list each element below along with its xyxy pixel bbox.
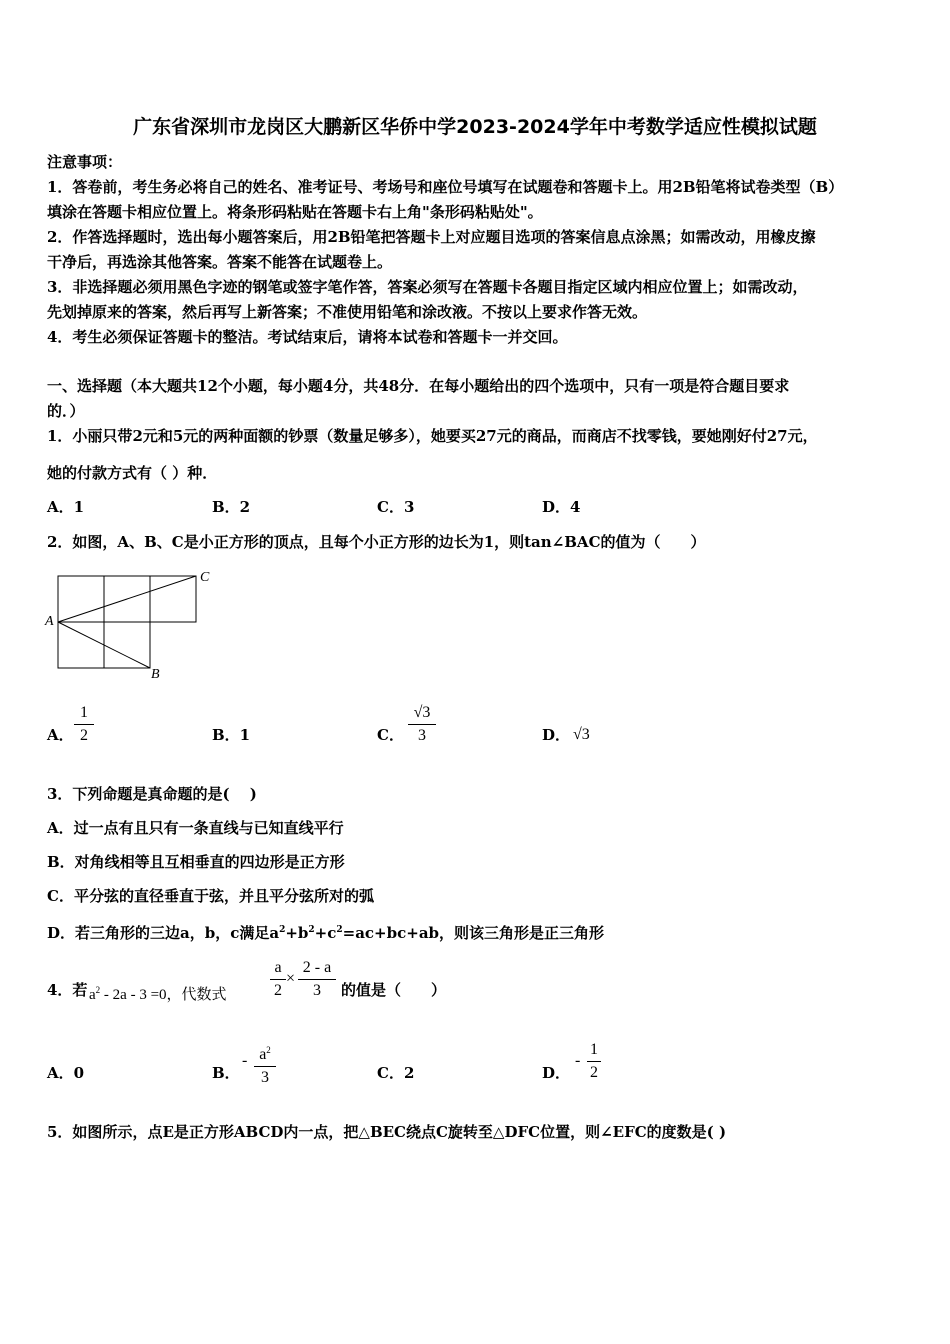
q4-option-b-fraction [254, 1040, 276, 1088]
denominator: 2 [590, 1064, 598, 1081]
q4-option-c: C．2 [377, 1064, 415, 1082]
fraction-bar [270, 979, 286, 980]
q2-option-c-fraction [408, 703, 436, 746]
variable: a [259, 1046, 267, 1063]
q2-option-d-label: D． [542, 726, 571, 744]
exponent: 2 [266, 1045, 271, 1055]
numerator: √3 [413, 704, 431, 721]
notice-line: 4．考生必须保证答题卡的整洁。考试结束后，请将本试卷和答题卡一并交回。 [47, 328, 568, 346]
q3-option-d [47, 920, 604, 943]
q4-prefix: 4．若 [47, 981, 88, 999]
q1-option-c: C．3 [377, 498, 415, 516]
q4-fraction-2 [298, 958, 336, 1001]
q2-grid-figure [40, 563, 225, 685]
q2-stem: 2．如图，A、B、C是小正方形的顶点，且每个小正方形的边长为1，则tan∠BAC的值为（ ） [47, 533, 706, 551]
q4-equation [89, 980, 227, 1005]
equation-rest: - 2a - 3 =0，代数式 [100, 987, 227, 1003]
notice-line: 填涂在答题卡相应位置上。将条形码粘贴在答题卡右上角"条形码粘贴处"。 [47, 203, 543, 221]
q2-option-c-label: C． [377, 726, 404, 744]
denominator: 3 [261, 1069, 269, 1086]
fraction-bar [408, 724, 436, 725]
q3-d-text: D．若三角形的三边a，b，c满足a [47, 924, 280, 942]
q4-option-a: A．0 [47, 1064, 85, 1082]
numerator: 1 [590, 1041, 598, 1058]
minus-sign: - [242, 1052, 248, 1069]
q3-d-text: +c [314, 924, 337, 942]
variable: a [89, 987, 96, 1003]
notice-line: 1．答卷前，考生务必将自己的姓名、准考证号、考场号和座位号填写在试题卷和答题卡上。用2B铅笔将试卷类型（B） [47, 178, 844, 196]
numerator [254, 1040, 276, 1065]
q3-option-b: B．对角线相等且互相垂直的四边形是正方形 [47, 853, 345, 871]
q3-stem: 3．下列命题是真命题的是( ) [47, 785, 257, 803]
q4-fraction-1 [270, 958, 286, 1001]
q1-option-a: A．1 [47, 498, 85, 516]
q4-option-d-label: D． [542, 1064, 571, 1082]
q3-option-a: A．过一点有且只有一条直线与已知直线平行 [47, 819, 344, 837]
notice-line: 3．非选择题必须用黑色字迹的钢笔或签字笔作答，答案必须写在答题卡各题目指定区域内相应位置上；如需改动， [47, 278, 808, 296]
segment-ac [58, 576, 196, 622]
q4-option-d-fraction [587, 1040, 601, 1083]
fraction-bar [587, 1061, 601, 1062]
exponent: 2 [279, 925, 286, 935]
denominator: 2 [274, 982, 282, 999]
exponent: 2 [336, 925, 343, 935]
point-b-label: B [151, 667, 160, 682]
notice-line: 干净后，再选涂其他答案。答案不能答在试题卷上。 [47, 253, 393, 271]
exponent: 2 [95, 985, 101, 995]
q2-option-d-value: √3 [573, 726, 590, 743]
q1-stem-cont: 她的付款方式有（ ）种． [47, 464, 218, 482]
q3-d-text: =ac+bc+ab，则该三角形是正三角形 [342, 924, 605, 942]
notice-line: 2．作答选择题时，选出每小题答案后，用2B铅笔把答题卡上对应题目选项的答案信息点涂黑；如需改动，用橡皮擦 [47, 228, 816, 246]
numerator: a [274, 959, 282, 976]
q3-d-text: +b [285, 924, 309, 942]
point-c-label: C [200, 570, 210, 585]
q1-stem: 1．小丽只带2元和5元的两种面额的钞票（数量足够多），她要买27元的商品，而商店不找零钱，要她刚好付27元， [47, 427, 818, 445]
fraction-bar [298, 979, 336, 980]
numerator: 1 [80, 704, 88, 721]
q2-option-a-fraction [74, 703, 94, 746]
numerator: 2 - a [302, 959, 332, 976]
q1-option-d: D．4 [542, 498, 581, 516]
q2-option-a-label: A． [47, 726, 74, 744]
section-heading: 一、选择题（本大题共12个小题，每小题4分，共48分．在每小题给出的四个选项中，只有一项是符合题目要求 [47, 377, 790, 395]
fraction-bar [254, 1066, 276, 1067]
denominator: 3 [418, 727, 426, 744]
q4-suffix: 的值是（ ） [341, 981, 447, 999]
q5-stem: 5．如图所示，点E是正方形ABCD内一点，把△BEC绕点C旋转至△DFC位置，则∠EFC的度数是( ) [47, 1123, 727, 1141]
exponent: 2 [308, 925, 315, 935]
denominator: 3 [313, 982, 321, 999]
times-sign: × [286, 970, 296, 987]
page-title: 广东省深圳市龙岗区大鹏新区华侨中学2023-2024学年中考数学适应性模拟试题 [133, 116, 817, 138]
point-a-label: A [45, 614, 54, 629]
q3-option-c: C．平分弦的直径垂直于弦，并且平分弦所对的弧 [47, 887, 374, 905]
section-heading-cont: 的．） [47, 402, 85, 420]
notice-heading: 注意事项： [47, 153, 123, 171]
q2-option-b: B．1 [212, 726, 251, 744]
notice-line: 先划掉原来的答案，然后再写上新答案；不准使用铅笔和涂改液。不按以上要求作答无效。 [47, 303, 648, 321]
minus-sign: - [575, 1052, 581, 1069]
fraction-bar [74, 724, 94, 725]
q4-option-b-label: B． [212, 1064, 240, 1082]
q1-option-b: B．2 [212, 498, 251, 516]
denominator: 2 [80, 727, 88, 744]
